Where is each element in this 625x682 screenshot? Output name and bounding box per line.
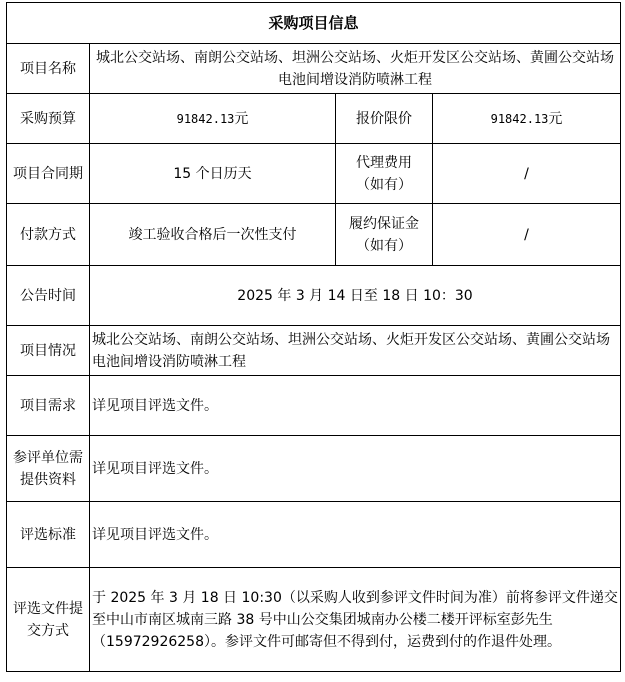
payment-value: 竣工验收合格后一次性支付	[90, 204, 336, 266]
performance-bond-label-line2: （如有）	[356, 237, 412, 254]
evaluation-criteria-label: 评选标准	[7, 502, 90, 568]
project-name-label: 项目名称	[7, 44, 90, 94]
budget-value	[90, 94, 336, 144]
project-situation-label: 项目情况	[7, 326, 90, 376]
required-materials-label	[7, 436, 90, 502]
price-limit-label: 报价限价	[336, 94, 433, 144]
price-limit-amount: 91842.13	[490, 111, 549, 126]
required-materials-label-line2: 提供资料	[20, 471, 76, 488]
procurement-info-table	[6, 2, 621, 672]
contract-period-label: 项目合同期	[7, 144, 90, 204]
agency-fee-label	[336, 144, 433, 204]
budget-label: 采购预算	[7, 94, 90, 144]
submission-method-value: 于 2025 年 3 月 18 日 10:30（以采购人收到参评文件时间为准）前将参评文件递交至中山市南区城南三路 38 号中山公交集团城南办公楼二楼开评标室彭先生（15972926258）。参评文件可邮寄但不得到付，运费到付的作退件处理。	[90, 568, 621, 672]
budget-unit: 元	[234, 110, 249, 127]
submission-method-label-line2: 交方式	[27, 622, 69, 639]
price-limit-unit: 元	[548, 110, 563, 127]
contract-period-value: 15 个日历天	[90, 144, 336, 204]
agency-fee-label-line1: 代理费用	[356, 154, 412, 171]
performance-bond-label	[336, 204, 433, 266]
announce-time-value: 2025 年 3 月 14 日至 18 日 10：30	[90, 266, 621, 326]
required-materials-label-line1: 参评单位需	[13, 449, 83, 466]
project-requirement-label: 项目需求	[7, 376, 90, 436]
evaluation-criteria-value: 详见项目评选文件。	[90, 502, 621, 568]
project-name-value: 城北公交站场、南朗公交站场、坦洲公交站场、火炬开发区公交站场、黄圃公交站场电池间增设消防喷淋工程	[90, 44, 621, 94]
performance-bond-label-line1: 履约保证金	[349, 215, 419, 232]
table-title: 采购项目信息	[7, 3, 621, 44]
required-materials-value: 详见项目评选文件。	[90, 436, 621, 502]
agency-fee-label-line2: （如有）	[356, 176, 412, 193]
submission-method-label-line1: 评选文件提	[13, 600, 83, 617]
project-requirement-value: 详见项目评选文件。	[90, 376, 621, 436]
price-limit-value	[433, 94, 621, 144]
announce-time-label: 公告时间	[7, 266, 90, 326]
budget-amount: 91842.13	[176, 111, 235, 126]
performance-bond-value: /	[433, 204, 621, 266]
submission-method-label	[7, 568, 90, 672]
project-situation-value: 城北公交站场、南朗公交站场、坦洲公交站场、火炬开发区公交站场、黄圃公交站场电池间增设消防喷淋工程	[90, 326, 621, 376]
payment-label: 付款方式	[7, 204, 90, 266]
agency-fee-value: /	[433, 144, 621, 204]
